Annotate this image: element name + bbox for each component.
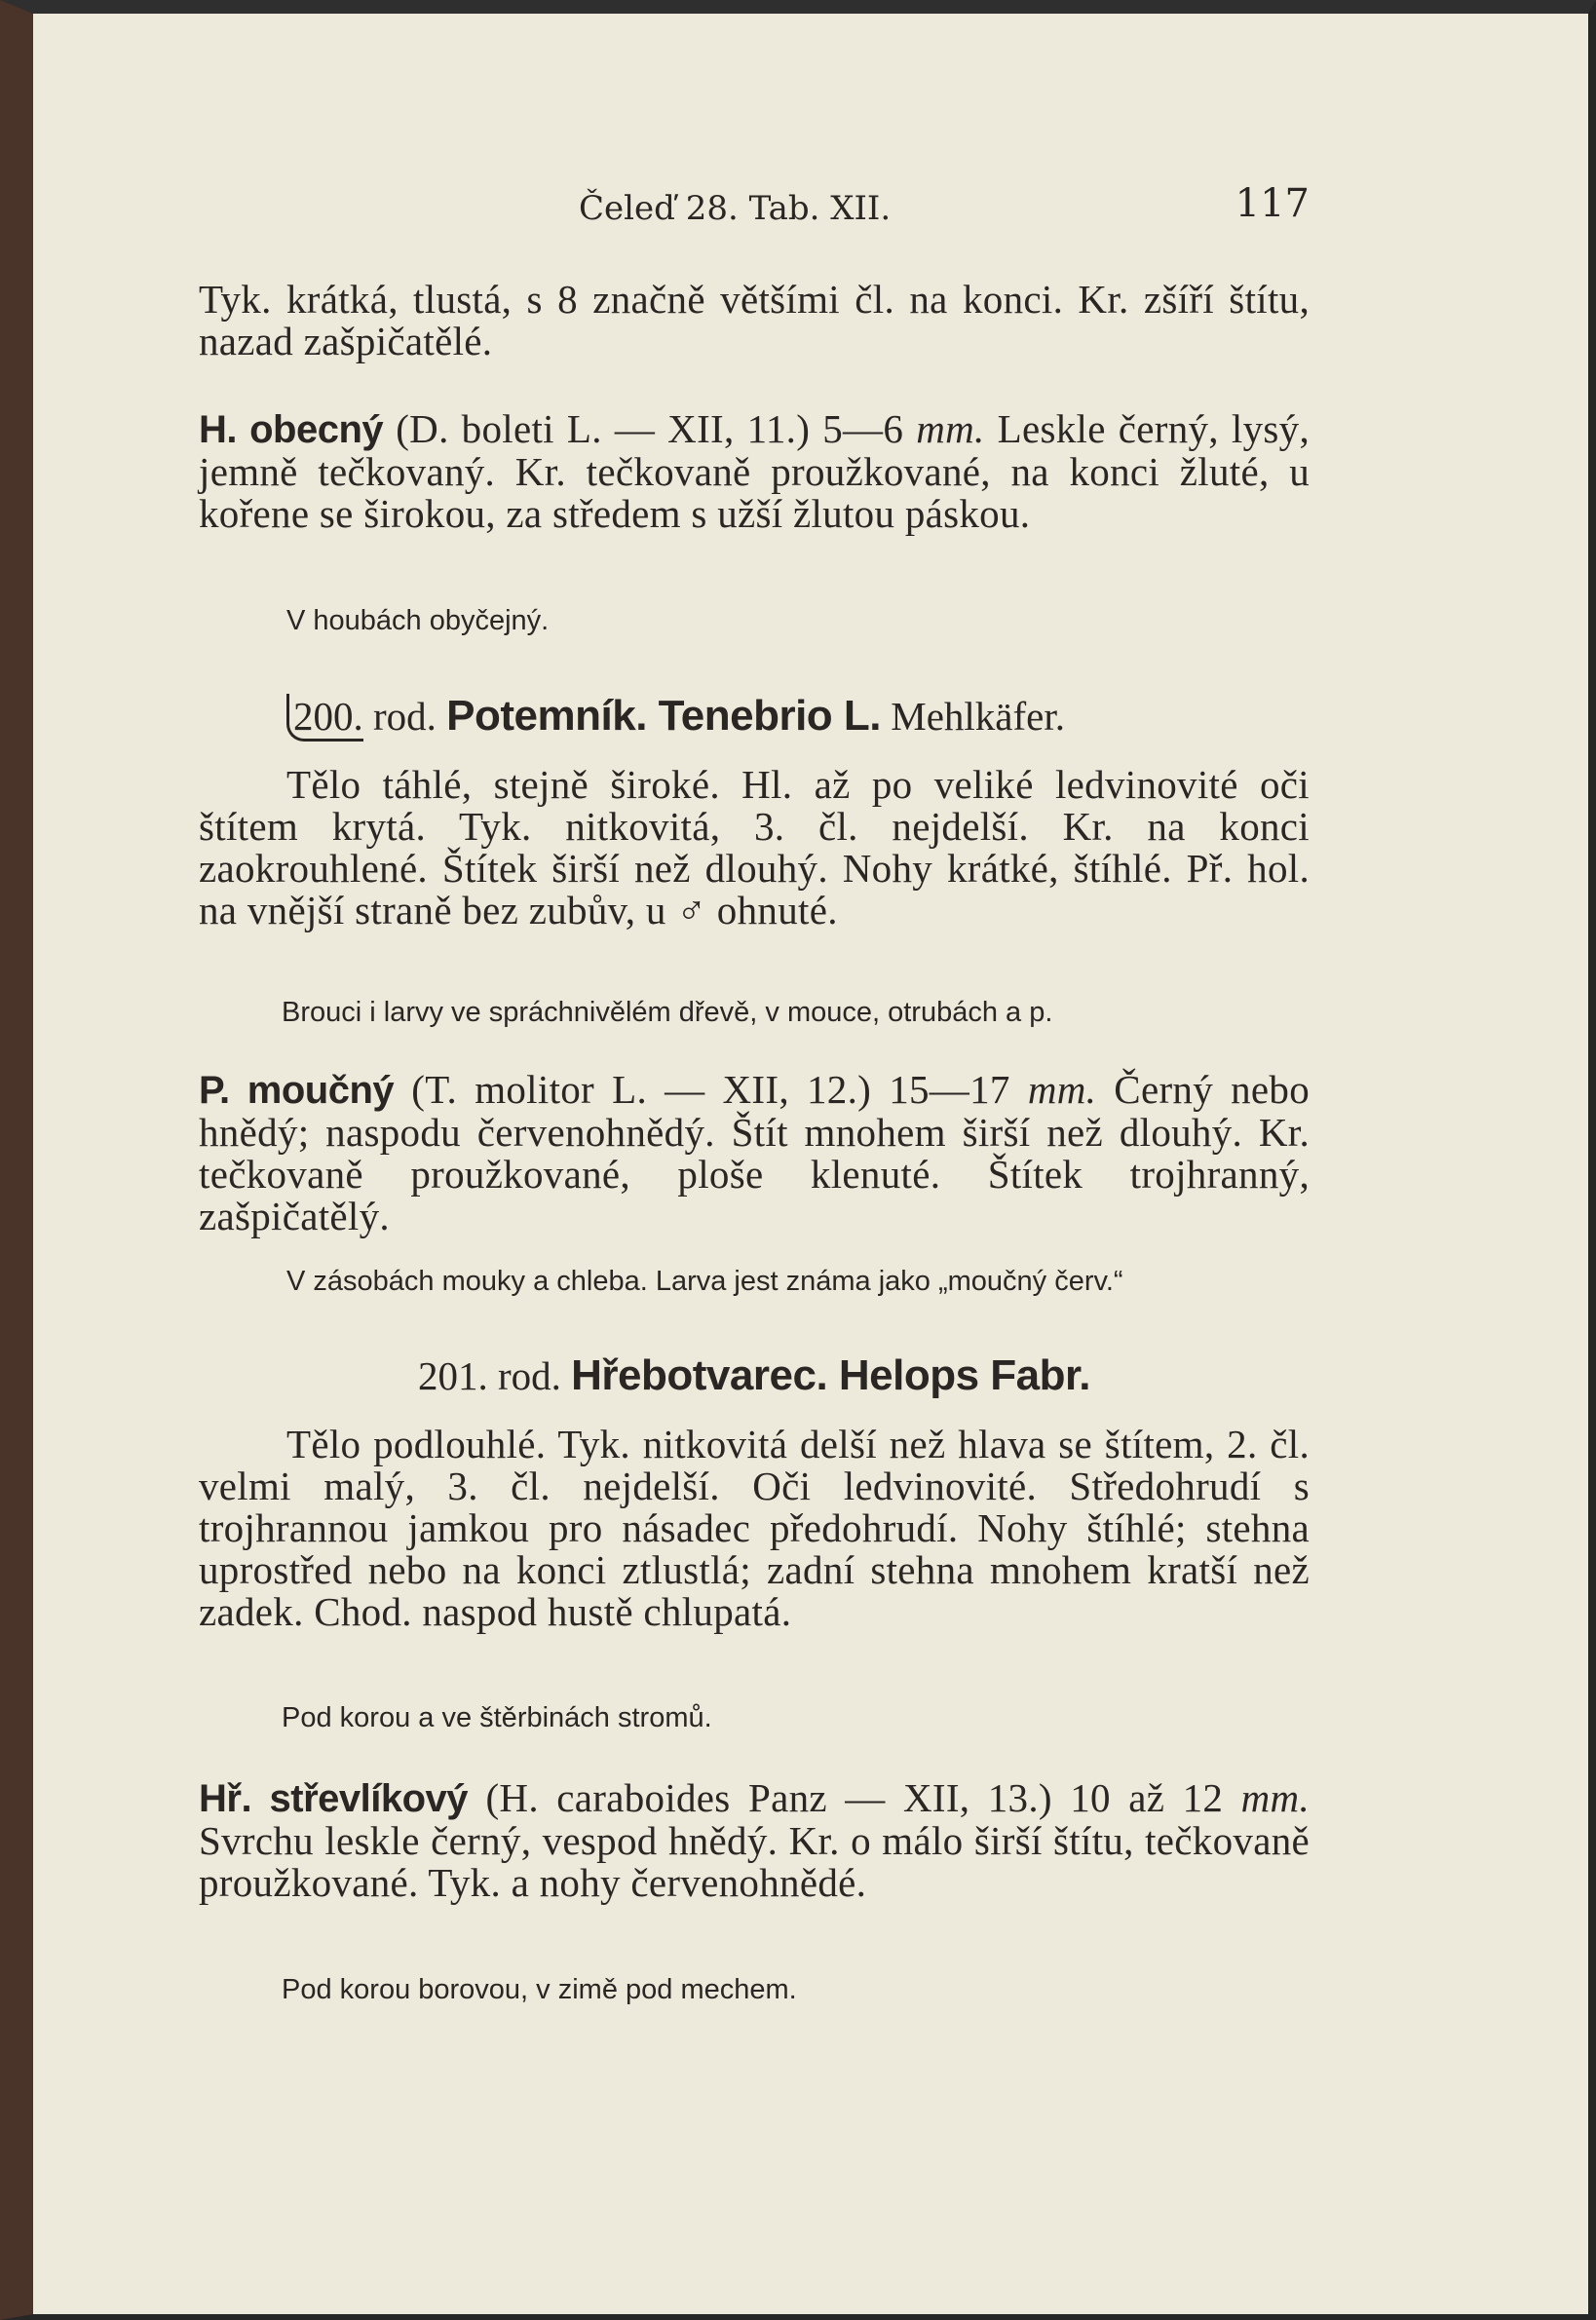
genus-number: 201. [418, 1353, 488, 1398]
species-name: H. obecný [199, 408, 384, 451]
genus-200-note [199, 996, 1310, 1029]
species-moucny [199, 1069, 1310, 1237]
genus-201-desc [199, 1424, 1310, 1633]
species-ref: (H. caraboides Panz — XII, 13.) 10 až 12 [468, 1775, 1241, 1820]
habitat-note: Brouci i larvy ve spráchnivělém dřevě, v mouce, otrubách a p. [282, 997, 1053, 1028]
rod-label: rod. [487, 1353, 572, 1398]
habitat-note-strevlikovy [199, 1973, 1310, 2006]
genus-desc: Tělo podlouhlé. Tyk. nitkovitá delší než hlava se štítem, 2. čl. velmi malý, 3. čl. nejdelší. Oči ledvinovité. Středohrudí s trojhrannou jamkou pro násadec předohrudí. Nohy štíhlé; stehna uprostřed nebo na konci ztlustlá; zadní stehna mnohem kratší než zadek. Chod. naspod hustě chlupatá. [199, 1422, 1310, 1634]
genus-name: Potemník. Tenebrio L. [446, 692, 882, 740]
genus-name: Hřebotvarec. Helops Fabr. [571, 1351, 1090, 1399]
species-ref: (T. molitor L. — XII, 12.) 15—17 [394, 1067, 1028, 1112]
running-header [199, 181, 1310, 238]
genus-number: 200. [286, 694, 363, 742]
habitat-note-moucny [199, 1265, 1310, 1298]
unit: mm. [916, 406, 985, 451]
species-obecny [199, 408, 1310, 535]
intro-text: Tyk. krátká, tlustá, s 8 značně většími čl. na konci. Kr. zšíří štítu, nazad zašpičatělé. [199, 277, 1310, 363]
genus-german: Mehlkäfer. [881, 694, 1065, 739]
species-desc: Černý nebo hnědý; naspodu červenohnědý. Štít mnohem širší než dlouhý. Kr. tečkovaně proužkované, ploše klenuté. Štítek trojhranný, zašpičatělý. [199, 1067, 1310, 1238]
habitat-note: Pod korou borovou, v zimě pod mechem. [282, 1974, 797, 2005]
species-desc: Leskle černý, lysý, jemně tečkovaný. Kr. tečkovaně proužkované, na konci žluté, u kořene se širokou, za středem s užší žlutou páskou. [199, 406, 1310, 536]
header-title: Čeleď 28. Tab. XII. [579, 189, 892, 228]
habitat-note: V houbách obyčejný. [286, 605, 550, 636]
paragraph-intro [199, 279, 1310, 362]
unit: mm. [1027, 1067, 1097, 1112]
species-name: P. moučný [199, 1069, 395, 1112]
genus-desc: Tělo táhlé, stejně široké. Hl. až po veliké ledvinovité oči štítem krytá. Tyk. nitkovitá, 3. čl. nejdelší. Kr. na konci zaokrouhlené. Štítek širší než dlouhý. Nohy krátké, štíhlé. Př. hol. na vnější straně bez zubův, u ♂ ohnuté. [199, 762, 1310, 932]
species-name: Hř. střevlíkový [199, 1777, 469, 1820]
habitat-note: Pod korou a ve štěrbinách stromů. [282, 1702, 712, 1733]
species-ref: (D. boleti L. — XII, 11.) 5—6 [383, 406, 917, 451]
page-number: 117 [1235, 181, 1310, 226]
unit: mm. [1240, 1775, 1310, 1820]
habitat-note-obecny [199, 604, 1310, 637]
genus-200-heading [199, 694, 1310, 742]
rod-label: rod. [362, 694, 447, 739]
genus-201-note [199, 1701, 1310, 1734]
species-desc: Svrchu leskle černý, vespod hnědý. Kr. o málo širší štítu, tečkovaně proužkované. Tyk. a nohy červenohnědé. [199, 1818, 1310, 1905]
genus-200-desc [199, 764, 1310, 932]
habitat-note: V zásobách mouky a chleba. Larva jest známa jako „moučný červ.“ [286, 1266, 1123, 1297]
species-strevlikovy [199, 1777, 1310, 1904]
genus-201-heading [199, 1353, 1310, 1398]
